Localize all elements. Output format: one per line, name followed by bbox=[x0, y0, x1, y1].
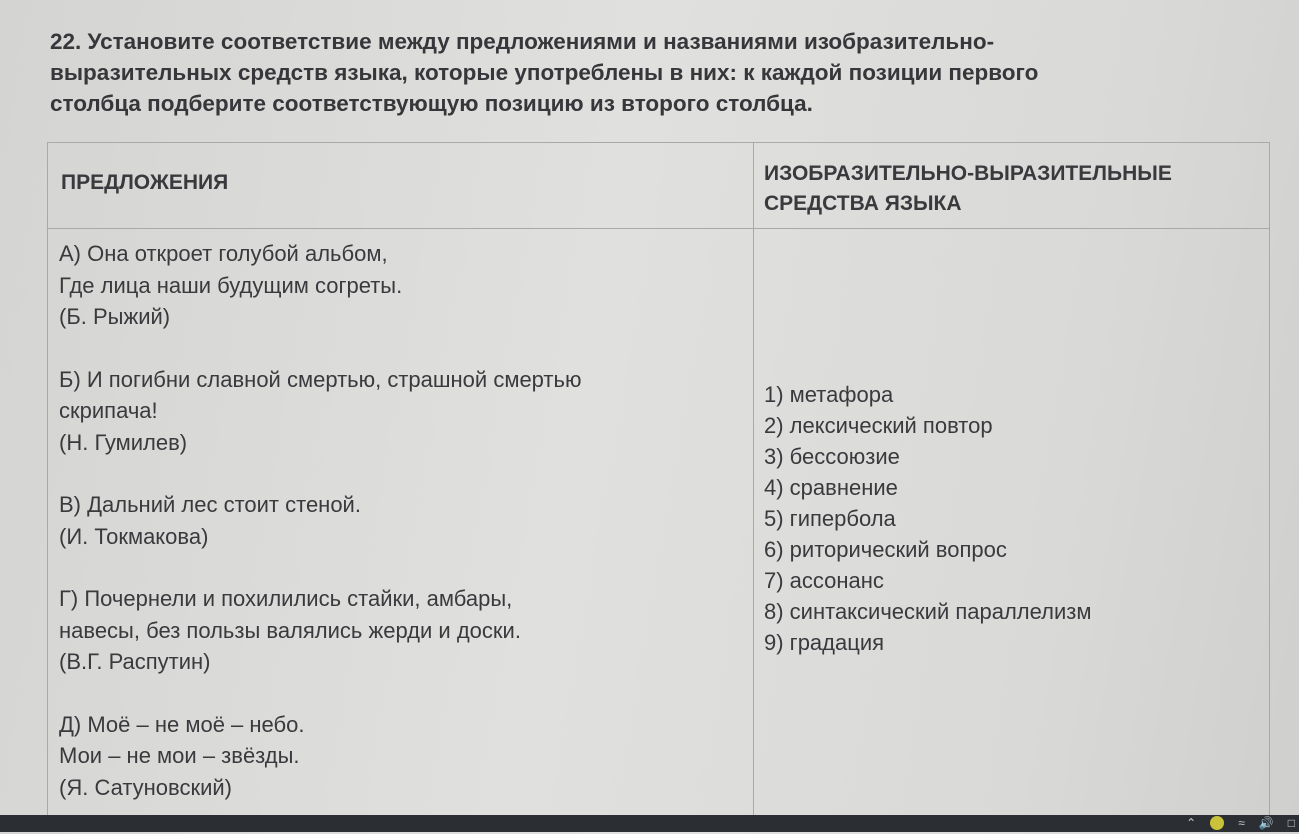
wifi-icon[interactable]: ≈ bbox=[1238, 816, 1245, 830]
sentence-line: А) Она откроет голубой альбом, bbox=[59, 241, 388, 266]
means-column bbox=[764, 379, 1092, 658]
sentence-line: Мои – не мои – звёзды. bbox=[59, 743, 300, 768]
sentence-g bbox=[59, 583, 749, 678]
task-line: столбца подберите соответствующую позицию из второго столбца. bbox=[50, 91, 813, 116]
sentence-d bbox=[59, 709, 749, 804]
means-item: 1) метафора bbox=[764, 382, 894, 407]
sentence-line: Г) Почернели и похилились стайки, амбары, bbox=[59, 586, 513, 611]
column-divider bbox=[753, 143, 754, 822]
header-means-line: СРЕДСТВА ЯЗЫКА bbox=[764, 192, 962, 215]
matching-table bbox=[47, 142, 1270, 822]
header-means-line: ИЗОБРАЗИТЕЛЬНО-ВЫРАЗИТЕЛЬНЫЕ bbox=[764, 162, 1172, 185]
means-item: 3) бессоюзие bbox=[764, 444, 900, 469]
sentence-b bbox=[59, 364, 749, 459]
means-item: 6) риторический вопрос bbox=[764, 537, 1007, 562]
means-item: 5) гипербола bbox=[764, 506, 896, 531]
system-tray bbox=[1186, 816, 1295, 830]
sentences-column bbox=[59, 238, 749, 834]
chevron-up-icon[interactable]: ⌃ bbox=[1186, 816, 1197, 830]
sentence-author: (Н. Гумилев) bbox=[59, 429, 188, 455]
sentence-line: Д) Моё – не моё – небо. bbox=[59, 711, 305, 737]
sentence-author: (Я. Сатуновский) bbox=[59, 774, 233, 800]
sentence-author: (В.Г. Распутин) bbox=[59, 649, 211, 674]
sentence-line: навесы, без пользы валялись жерди и доски. bbox=[59, 617, 521, 643]
header-means bbox=[764, 159, 1264, 219]
task-text bbox=[50, 26, 1250, 119]
means-item: 8) синтаксический параллелизм bbox=[764, 599, 1092, 624]
sentence-line: В) Дальний лес стоит стеной. bbox=[59, 492, 361, 517]
header-sentences: ПРЕДЛОЖЕНИЯ bbox=[61, 171, 229, 194]
means-item: 7) ассонанс bbox=[764, 568, 884, 593]
sentence-v bbox=[59, 489, 749, 552]
task-line: 22. Установите соответствие между предложениями и названиями изобразительно- bbox=[50, 29, 995, 54]
volume-icon[interactable]: 🔊 bbox=[1258, 816, 1274, 830]
means-item: 4) сравнение bbox=[764, 475, 898, 500]
sentence-line: Б) И погибни славной смертью, страшной смертью bbox=[59, 366, 582, 392]
task-line: выразительных средств языка, которые употреблены в них: к каждой позиции первого bbox=[50, 60, 1039, 85]
taskbar bbox=[0, 815, 1299, 832]
sentence-author: (Б. Рыжий) bbox=[59, 304, 171, 329]
table-header bbox=[48, 143, 1269, 229]
app-icon[interactable] bbox=[1210, 816, 1224, 830]
means-item: 2) лексический повтор bbox=[764, 413, 993, 438]
sentence-line: Где лица наши будущим согреты. bbox=[59, 272, 403, 298]
sentence-a bbox=[59, 238, 749, 333]
sentence-author: (И. Токмакова) bbox=[59, 523, 209, 549]
notification-icon[interactable]: □ bbox=[1287, 816, 1295, 830]
means-item: 9) градация bbox=[764, 630, 885, 655]
sentence-line: скрипача! bbox=[59, 398, 158, 423]
